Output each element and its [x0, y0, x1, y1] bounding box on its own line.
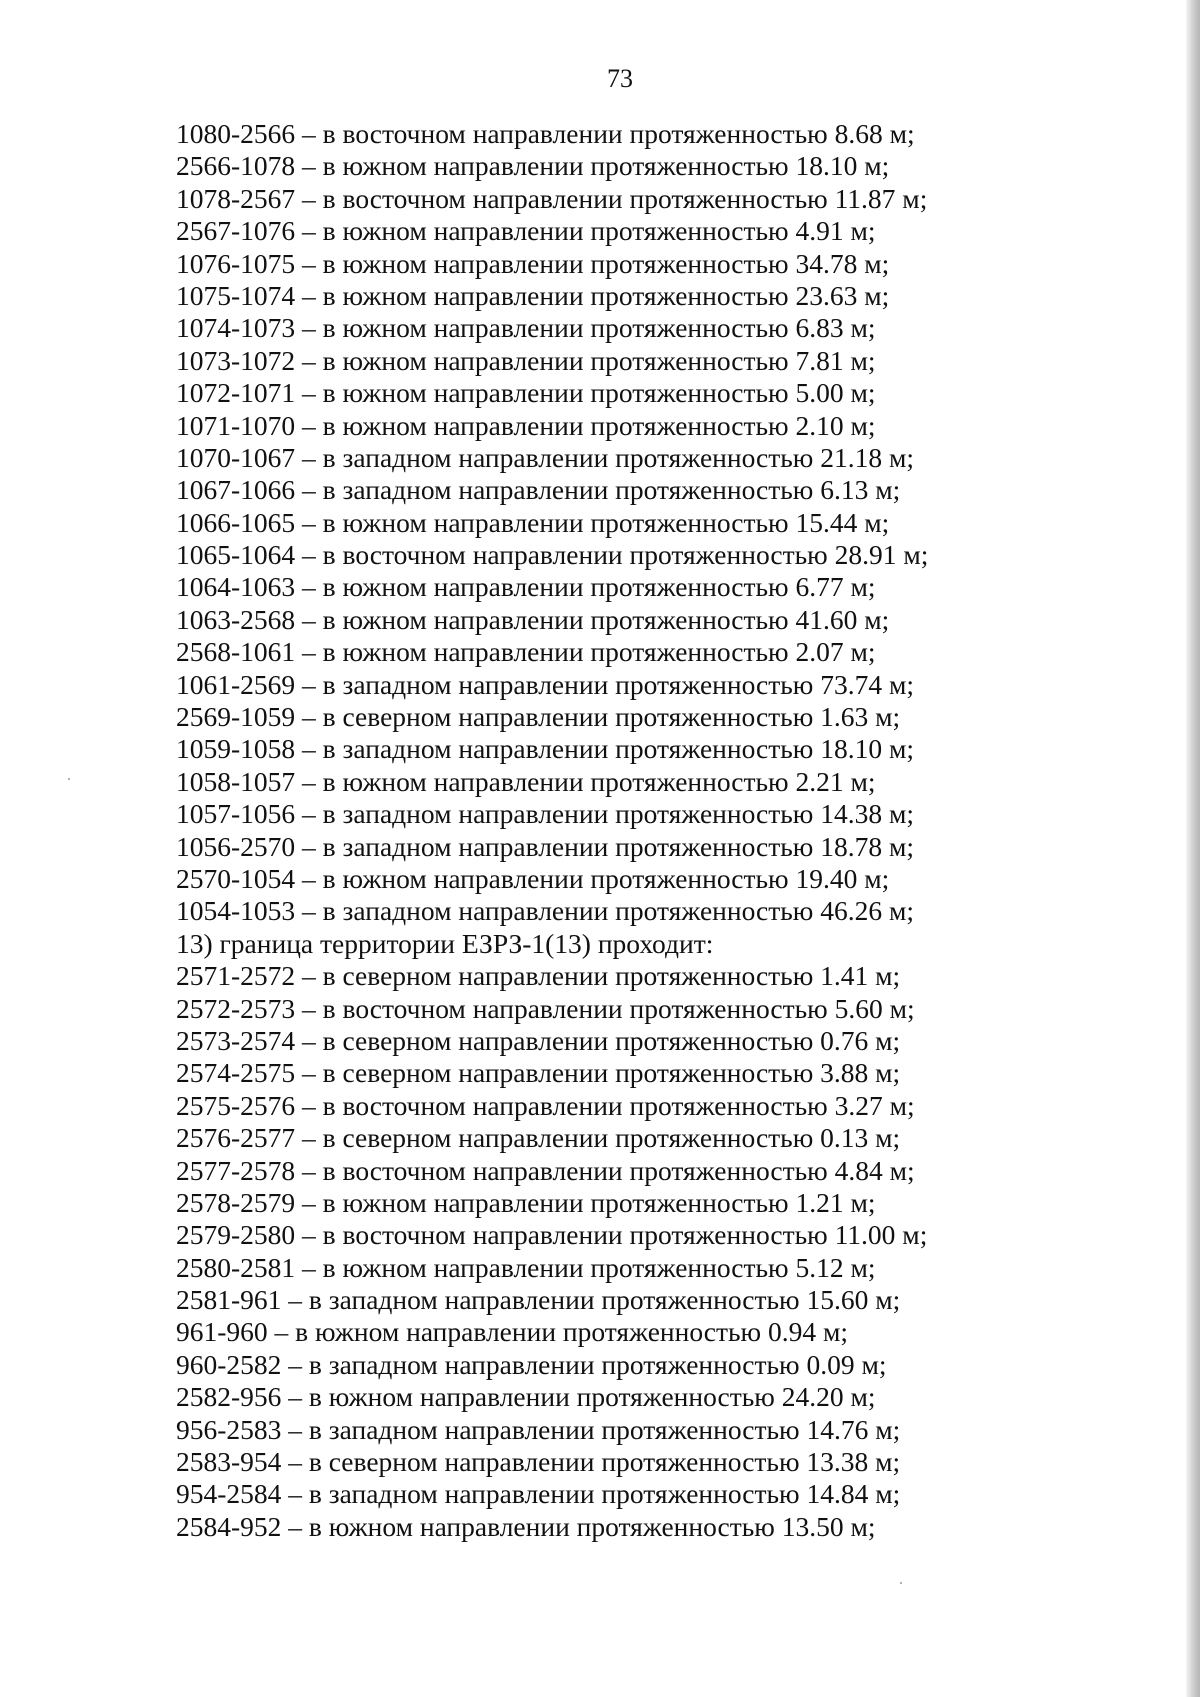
- text-line: 2567-1076 – в южном направлении протяженностью 4.91 м;: [176, 215, 876, 247]
- text-line: 2568-1061 – в южном направлении протяженностью 2.07 м;: [176, 636, 876, 668]
- text-line: 961-960 – в южном направлении протяженностью 0.94 м;: [176, 1316, 849, 1348]
- text-line: 1063-2568 – в южном направлении протяженностью 41.60 м;: [176, 603, 890, 635]
- text-line: 1061-2569 – в западном направлении протяженностью 73.74 м;: [176, 668, 915, 700]
- text-line: 2583-954 – в северном направлении протяженностью 13.38 м;: [176, 1446, 901, 1478]
- text-line: 1078-2567 – в восточном направлении протяженностью 11.87 м;: [176, 182, 928, 214]
- section-heading: 13) граница территории ЕЗРЗ-1(13) проходит:: [176, 927, 714, 959]
- text-line: 956-2583 – в западном направлении протяженностью 14.76 м;: [176, 1413, 901, 1445]
- text-line: 1075-1074 – в южном направлении протяженностью 23.63 м;: [176, 279, 890, 311]
- text-line: 1070-1067 – в западном направлении протяженностью 21.18 м;: [176, 441, 915, 473]
- text-line: 1065-1064 – в восточном направлении протяженностью 28.91 м;: [176, 539, 929, 571]
- text-line: 1064-1063 – в южном направлении протяженностью 6.77 м;: [176, 571, 876, 603]
- scan-speck: [68, 778, 70, 780]
- document-body: [176, 118, 976, 1543]
- scan-edge-shadow: [1186, 0, 1200, 1697]
- text-line: 2574-2575 – в северном направлении протяженностью 3.88 м;: [176, 1057, 901, 1089]
- text-line: 1074-1073 – в южном направлении протяженностью 6.83 м;: [176, 312, 876, 344]
- text-line: 1054-1053 – в западном направлении протяженностью 46.26 м;: [176, 895, 915, 927]
- text-line: 1059-1058 – в западном направлении протяженностью 18.10 м;: [176, 733, 915, 765]
- text-line: 2578-2579 – в южном направлении протяженностью 1.21 м;: [176, 1186, 876, 1218]
- text-line: 2579-2580 – в восточном направлении протяженностью 11.00 м;: [176, 1219, 928, 1251]
- text-line: 1056-2570 – в западном направлении протяженностью 18.78 м;: [176, 830, 915, 862]
- text-line: 2581-961 – в западном направлении протяженностью 15.60 м;: [176, 1284, 901, 1316]
- page-number: 73: [607, 64, 633, 93]
- text-line: 1057-1056 – в западном направлении протяженностью 14.38 м;: [176, 798, 915, 830]
- text-line: 2566-1078 – в южном направлении протяженностью 18.10 м;: [176, 150, 890, 182]
- text-line: 1080-2566 – в восточном направлении протяженностью 8.68 м;: [176, 118, 915, 149]
- text-line: 2573-2574 – в северном направлении протяженностью 0.76 м;: [176, 1024, 901, 1056]
- text-line: 2580-2581 – в южном направлении протяженностью 5.12 м;: [176, 1251, 876, 1283]
- text-line: 1071-1070 – в южном направлении протяженностью 2.10 м;: [176, 409, 876, 441]
- text-line: 954-2584 – в западном направлении протяженностью 14.84 м;: [176, 1478, 901, 1510]
- text-line: 1067-1066 – в западном направлении протяженностью 6.13 м;: [176, 474, 901, 506]
- text-line: 2569-1059 – в северном направлении протяженностью 1.63 м;: [176, 701, 901, 733]
- text-line: 1072-1071 – в южном направлении протяженностью 5.00 м;: [176, 377, 876, 409]
- text-line: 2584-952 – в южном направлении протяженностью 13.50 м;: [176, 1510, 876, 1542]
- text-line: 2576-2577 – в северном направлении протяженностью 0.13 м;: [176, 1122, 901, 1154]
- text-line: 1058-1057 – в южном направлении протяженностью 2.21 м;: [176, 765, 876, 797]
- text-line: 2570-1054 – в южном направлении протяженностью 19.40 м;: [176, 862, 890, 894]
- text-line: 2575-2576 – в восточном направлении протяженностью 3.27 м;: [176, 1089, 915, 1121]
- text-line: 2577-2578 – в восточном направлении протяженностью 4.84 м;: [176, 1154, 915, 1186]
- text-line: 1066-1065 – в южном направлении протяженностью 15.44 м;: [176, 506, 890, 538]
- text-line: 2582-956 – в южном направлении протяженностью 24.20 м;: [176, 1381, 876, 1413]
- text-line: 960-2582 – в западном направлении протяженностью 0.09 м;: [176, 1348, 887, 1380]
- text-line: 2572-2573 – в восточном направлении протяженностью 5.60 м;: [176, 992, 915, 1024]
- scan-speck: [900, 1582, 902, 1584]
- text-line: 1073-1072 – в южном направлении протяженностью 7.81 м;: [176, 344, 876, 376]
- text-line: 2571-2572 – в северном направлении протяженностью 1.41 м;: [176, 960, 901, 992]
- text-line: 1076-1075 – в южном направлении протяженностью 34.78 м;: [176, 247, 890, 279]
